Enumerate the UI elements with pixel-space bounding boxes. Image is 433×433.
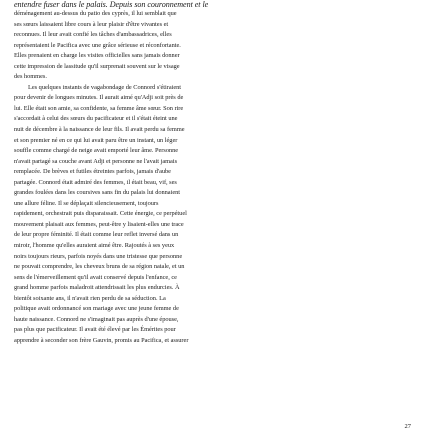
- text-line: mouvement plaisait aux femmes, peut-être y lisaient-elles une trace: [14, 220, 184, 228]
- text-line: reconnues. Il leur avait confié les tâches d'ambassadrices, elles: [14, 31, 172, 39]
- text-line: noirs toujours rieurs, parfois noyés dans une tristesse que personne: [14, 252, 183, 260]
- paragraph-start-line: Les quelques instants de vagabondage de Connord s'étiraient: [28, 83, 182, 91]
- text-line: pour devenir de longues minutes. Il aurait aimé qu'Adji soit près de: [14, 94, 184, 102]
- text-line: partagée. Connord était admiré des femmes, il était beau, vif, ses: [14, 178, 177, 186]
- text-line: cette impression de lassitude qu'il surprenait souvent sur le visage: [14, 62, 180, 70]
- text-line: nuit de décembre à la naissance de leur fils. Il avait perdu sa femme: [14, 126, 185, 134]
- text-line: pas plus que pacificateur. Il avait été élevé par les Émérites pour: [14, 326, 176, 334]
- text-line: des hommes.: [14, 73, 47, 81]
- text-line: ne pouvait comprendre, les cheveux bruns de sa région natale, et un: [14, 263, 185, 271]
- text-line: déménagement au-dessus du patio des cyprès, il lui semblait que: [14, 10, 177, 17]
- text-line: rapidement, orchestrait puis disparaissait. Cette énergie, ce perpétuel: [14, 210, 187, 218]
- text-line: remplacée. De brèves et futiles étreintes parfois, jamais d'aube: [14, 168, 171, 176]
- text-line: miroir, l'homme qu'elles auraient aimé être. Rajoutés à ses yeux: [14, 242, 175, 250]
- text-line: une allure féline. Il se déplaçait silencieusement, toujours: [14, 199, 159, 207]
- book-page: [14, 0, 415, 433]
- body-text: [14, 9, 415, 347]
- text-line: haute naissance. Connord ne s'imaginait pas auprès d'une épouse,: [14, 315, 179, 323]
- text-line: grand homme parfois maladroit attendrissait les plus endurcies. À: [14, 284, 180, 292]
- text-line: bientôt soixante ans, il n'avait rien perdu de sa séduction. La: [14, 294, 166, 302]
- text-line: de leur propre féminité. Il était comme leur reflet inversé dans un: [14, 231, 179, 239]
- text-line: s'accordait à celui des sœurs du pacificateur et il s'était éteint une: [14, 115, 178, 123]
- text-line: et son premier né en ce qui lui avait paru être un instant, un léger: [14, 136, 178, 144]
- text-line: apprendre à seconder son frère Gauvin, promis au Pacifica, et assurer: [14, 336, 189, 344]
- text-line: sens de l'émerveillement qu'il avait conservé depuis l'enfance, ce: [14, 273, 177, 281]
- text-line: Elles prenaient en charge les visites officielles sans jamais donner: [14, 52, 180, 60]
- text-line: n'avait partagé sa couche avant Adji et personne ne l'avait jamais: [14, 157, 178, 165]
- text-line: ses sœurs laissaient libre cours à leur plaisir d'être vivantes et: [14, 20, 169, 28]
- text-line: souffle comme chargé de neige avait emporté leur âme. Personne: [14, 147, 179, 155]
- running-head: entendre fuser dans le palais. Depuis son couronnement et le: [14, 0, 209, 9]
- text-line: lui. Elle était son amie, sa confidente, sa femme âme sœur. Son rire: [14, 104, 184, 112]
- text-line: représentaient le Pacifica avec une grâce sérieuse et réconfortante.: [14, 41, 181, 49]
- page-number: 27: [404, 423, 411, 430]
- text-line: politique avait ordonnancé son mariage avec une jeune femme de: [14, 305, 179, 313]
- text-line: grandes foulées dans les coursives sans fin du palais lui donnaient: [14, 189, 181, 197]
